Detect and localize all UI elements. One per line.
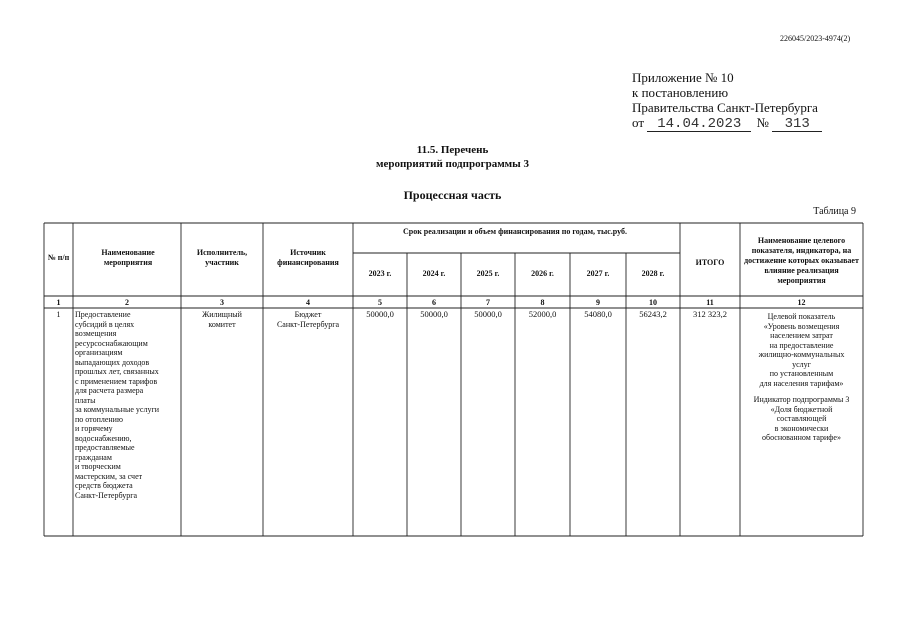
col-number-4: 4 (306, 298, 310, 307)
row-name-line: Предоставление (75, 310, 131, 319)
header-indicator: Наименование целевого показателя, индикатора, на достижение которых оказывает влияние реализация мероприятия (744, 236, 859, 285)
row-source (263, 310, 353, 329)
appendix-line-3: Правительства Санкт-Петербурга (632, 100, 818, 115)
indicator-line: услуг (792, 359, 811, 369)
col-number-3: 3 (220, 298, 224, 307)
indicator-line: составляющей (776, 414, 827, 423)
row-name-line: возмещения (75, 329, 117, 338)
row-name-line: и горячему (75, 424, 113, 433)
row-value-2024: 50000,0 (420, 309, 448, 319)
indicator-line: Целевой показатель (767, 312, 836, 321)
indicator-line: Индикатор подпрограммы 3 (753, 395, 850, 404)
row-name-line: мастерским, за счет (75, 471, 143, 481)
row-name (75, 310, 181, 500)
row-value-2025: 50000,0 (474, 309, 502, 319)
row-name-line: предоставляемые (75, 443, 135, 452)
row-name-line: по отоплению (75, 414, 123, 424)
col-number-12: 12 (797, 298, 806, 307)
col-number-9: 9 (596, 298, 600, 307)
row-name-line: ресурсоснабжающим (75, 338, 148, 348)
number-label: № (756, 115, 769, 130)
header-year-2026: 2026 г. (531, 269, 554, 278)
row-name-line: за коммунальные услуги (75, 405, 160, 414)
header-year-2024: 2024 г. (422, 269, 446, 278)
header-year-2025: 2025 г. (476, 269, 500, 278)
col-number-1: 1 (56, 298, 61, 307)
row-name-line: гражданам (75, 452, 112, 462)
row-name-line: Санкт-Петербурга (75, 490, 138, 500)
row-name-line: для расчета размера (75, 386, 144, 395)
col-number-2: 2 (125, 298, 129, 307)
row-num: 1 (56, 310, 61, 319)
table-caption: Таблица 9 (813, 206, 856, 217)
row-name-line: водоснабжению, (75, 433, 132, 443)
row-value-2026: 52000,0 (528, 309, 557, 319)
appendix-line-2: к постановлению (632, 85, 729, 100)
col-number-10: 10 (649, 298, 657, 307)
header-num: № п/п (47, 253, 70, 262)
col-number-6: 6 (432, 298, 436, 307)
row-total: 312 323,2 (693, 309, 727, 319)
indicator-line: для населения тарифам» (759, 378, 844, 388)
appendix-line-1: Приложение № 10 (632, 70, 734, 85)
header-year-2027: 2027 г. (586, 269, 610, 278)
header-year-2028: 2028 г. (641, 269, 665, 278)
indicator-line: населением затрат (770, 331, 833, 340)
row-name-line: средств бюджета (75, 481, 133, 490)
header-executor: Исполнитель, участник (196, 248, 248, 267)
appendix-number: 313 (772, 118, 822, 132)
row-indicator (742, 312, 861, 443)
row-source-line: Санкт-Петербурга (276, 319, 340, 329)
indicator-line: «Доля бюджетной (770, 404, 833, 414)
row-executor (181, 310, 263, 329)
header-period: Срок реализации и объем финансирования по годам, тыс.руб. (402, 227, 628, 236)
header-year-2023: 2023 г. (368, 269, 392, 278)
title-line-2: мероприятий подпрограммы 3 (375, 158, 530, 170)
row-source-line: Бюджет (294, 310, 322, 319)
section-title: Процессная часть (403, 188, 502, 202)
col-number-5: 5 (378, 298, 382, 307)
row-name-line: прошлых лет, связанных (75, 367, 159, 376)
row-name-line: организациям (75, 348, 123, 357)
document-number: 226045/2023-4974(2) (780, 34, 851, 43)
indicator-line: жилищно-коммунальных (758, 350, 845, 359)
appendix-date: 14.04.2023 (647, 118, 751, 132)
header-total: ИТОГО (695, 258, 725, 267)
row-name-line: субсидий в целях (75, 319, 135, 329)
title-line-1: 11.5. Перечень (416, 144, 489, 156)
row-executor-line: комитет (208, 319, 236, 329)
from-label: от (632, 115, 645, 130)
row-value-2023: 50000,0 (366, 309, 394, 319)
header-name: Наименование мероприятия (101, 248, 155, 267)
indicator-line: на предоставление (769, 340, 834, 350)
col-number-8: 8 (540, 298, 545, 307)
col-number-11: 11 (706, 298, 714, 307)
row-value-2027: 54080,0 (584, 309, 612, 319)
indicator-line: по установленным (769, 369, 834, 378)
row-name-line: платы (75, 395, 96, 405)
row-executor-line: Жилищный (202, 310, 242, 319)
indicator-line: в экономически (774, 423, 829, 433)
header-source: Источник финансирования (277, 248, 339, 267)
col-number-7: 7 (486, 298, 490, 307)
row-value-2028: 56243,2 (639, 309, 667, 319)
row-name-line: с применением тарифов (75, 376, 158, 386)
indicator-line: «Уровень возмещения (763, 321, 840, 331)
row-name-line: выпадающих доходов (75, 357, 150, 367)
indicator-line: обоснованном тарифе» (762, 433, 841, 442)
row-name-line: и творческим (75, 462, 121, 471)
